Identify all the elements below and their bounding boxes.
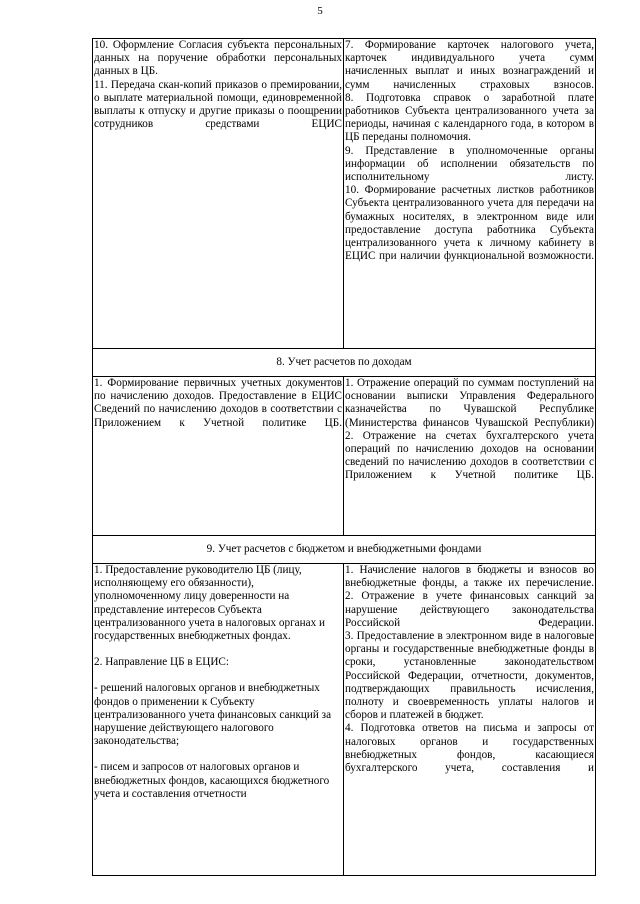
table-row <box>93 39 595 348</box>
paragraph: 2. Направление ЦБ в ЕЦИС: <box>94 656 229 669</box>
paragraph: 3. Предоставление в электронном виде в налоговые органы и государственные внебюджетные фонды в сроки, установленные законодательством Российской Федерации, отчетности, документов, подтверждающих правильность исчисления, полноту и своевременность уплаты налогов и сборов и платежей в бюджет. <box>345 630 594 722</box>
paragraph: 9. Представление в уполномоченные органы информации об исполнении обязательств по исполнительному листу. <box>345 144 594 184</box>
paragraph: 8. Подготовка справок о заработной плате работников Субъекта централизованного учета за периоды, начиная с календарного года, в котором в ЦБ переданы полномочия. <box>345 91 594 144</box>
paragraph: 1. Отражение операций по суммам поступлений на основании выписки Управления Федерального казначейства по Чувашской Республике (Министерства финансов Чувашской Республики) <box>345 377 594 429</box>
section-heading: 8. Учет расчетов по доходам <box>93 348 595 376</box>
paragraph: 11. Передача скан-копий приказов о премировании, о выплате материальной помощи, единовременной выплаты к отпуску и другие приказы о поощрении сотрудников средствами ЕЦИС <box>94 78 342 131</box>
paragraph: 2. Отражение в учете финансовых санкций за нарушение действующего законодательства Российской Федерации. <box>345 590 594 629</box>
blank-line <box>94 748 342 761</box>
paragraph: - решений налоговых органов и внебюджетных фондов о применении к Субъекту централизованного учета финансовых санкций за нарушение действующего налогового законодательства; <box>94 682 332 748</box>
left-cell <box>93 39 344 348</box>
right-cell <box>344 39 595 348</box>
paragraph: 1. Предоставление руководителю ЦБ (лицу, исполняющему его обязанности), уполномоченному лицу доверенности на представление интересов Субъекта централизованного учета в налоговых органах и государственных внебюджетных фондах. <box>94 564 325 643</box>
paragraph: 1. Начисление налогов в бюджеты и взносов во внебюджетные фонды, а также их перечисление. <box>345 564 594 590</box>
blank-line <box>94 643 342 656</box>
paragraph: 10. Формирование расчетных листков работников Субъекта централизованного учета для передачи на бумажных носителях, в электронном виде или предоставление доступа работника Субъекта централизованного учета к личному кабинету в ЕЦИС при наличии функциональной возможности. <box>345 184 594 263</box>
right-cell <box>344 377 595 535</box>
left-cell <box>93 564 344 875</box>
paragraph: 2. Отражение на счетах бухгалтерского учета операций по начислению доходов на основании сведений по начислению доходов в соответствии с Приложением к Учетной политике ЦБ. <box>345 429 594 482</box>
page-number: 5 <box>317 5 323 17</box>
paragraph: 4. Подготовка ответов на письма и запросы от налоговых органов и государственных внебюджетных фондов, касающиеся бухгалтерского учета, составления и <box>345 722 594 775</box>
paragraph: 10. Оформление Согласия субъекта персональных данных на поручение обработки персональных данных в ЦБ. <box>94 39 342 78</box>
paragraph: - писем и запросов от налоговых органов и внебюджетных фондов, касающихся бюджетного учета и составления отчетности <box>94 761 330 800</box>
responsibility-table <box>92 38 596 876</box>
paragraph: 1. Формирование первичных учетных документов по начислению доходов. Предоставление в ЕЦИС Сведений по начислению доходов в соответствии с Приложением к Учетной политике ЦБ. <box>94 377 342 429</box>
left-cell <box>93 377 344 535</box>
blank-line <box>94 669 342 682</box>
paragraph: 7. Формирование карточек налогового учета, карточек индивидуального учета сумм начисленных выплат и иных вознаграждений и сумм начисленных страховых взносов. <box>345 39 594 91</box>
table-row <box>93 563 595 875</box>
section-heading: 9. Учет расчетов с бюджетом и внебюджетными фондами <box>93 535 595 563</box>
right-cell <box>344 564 595 875</box>
table-row <box>93 376 595 535</box>
